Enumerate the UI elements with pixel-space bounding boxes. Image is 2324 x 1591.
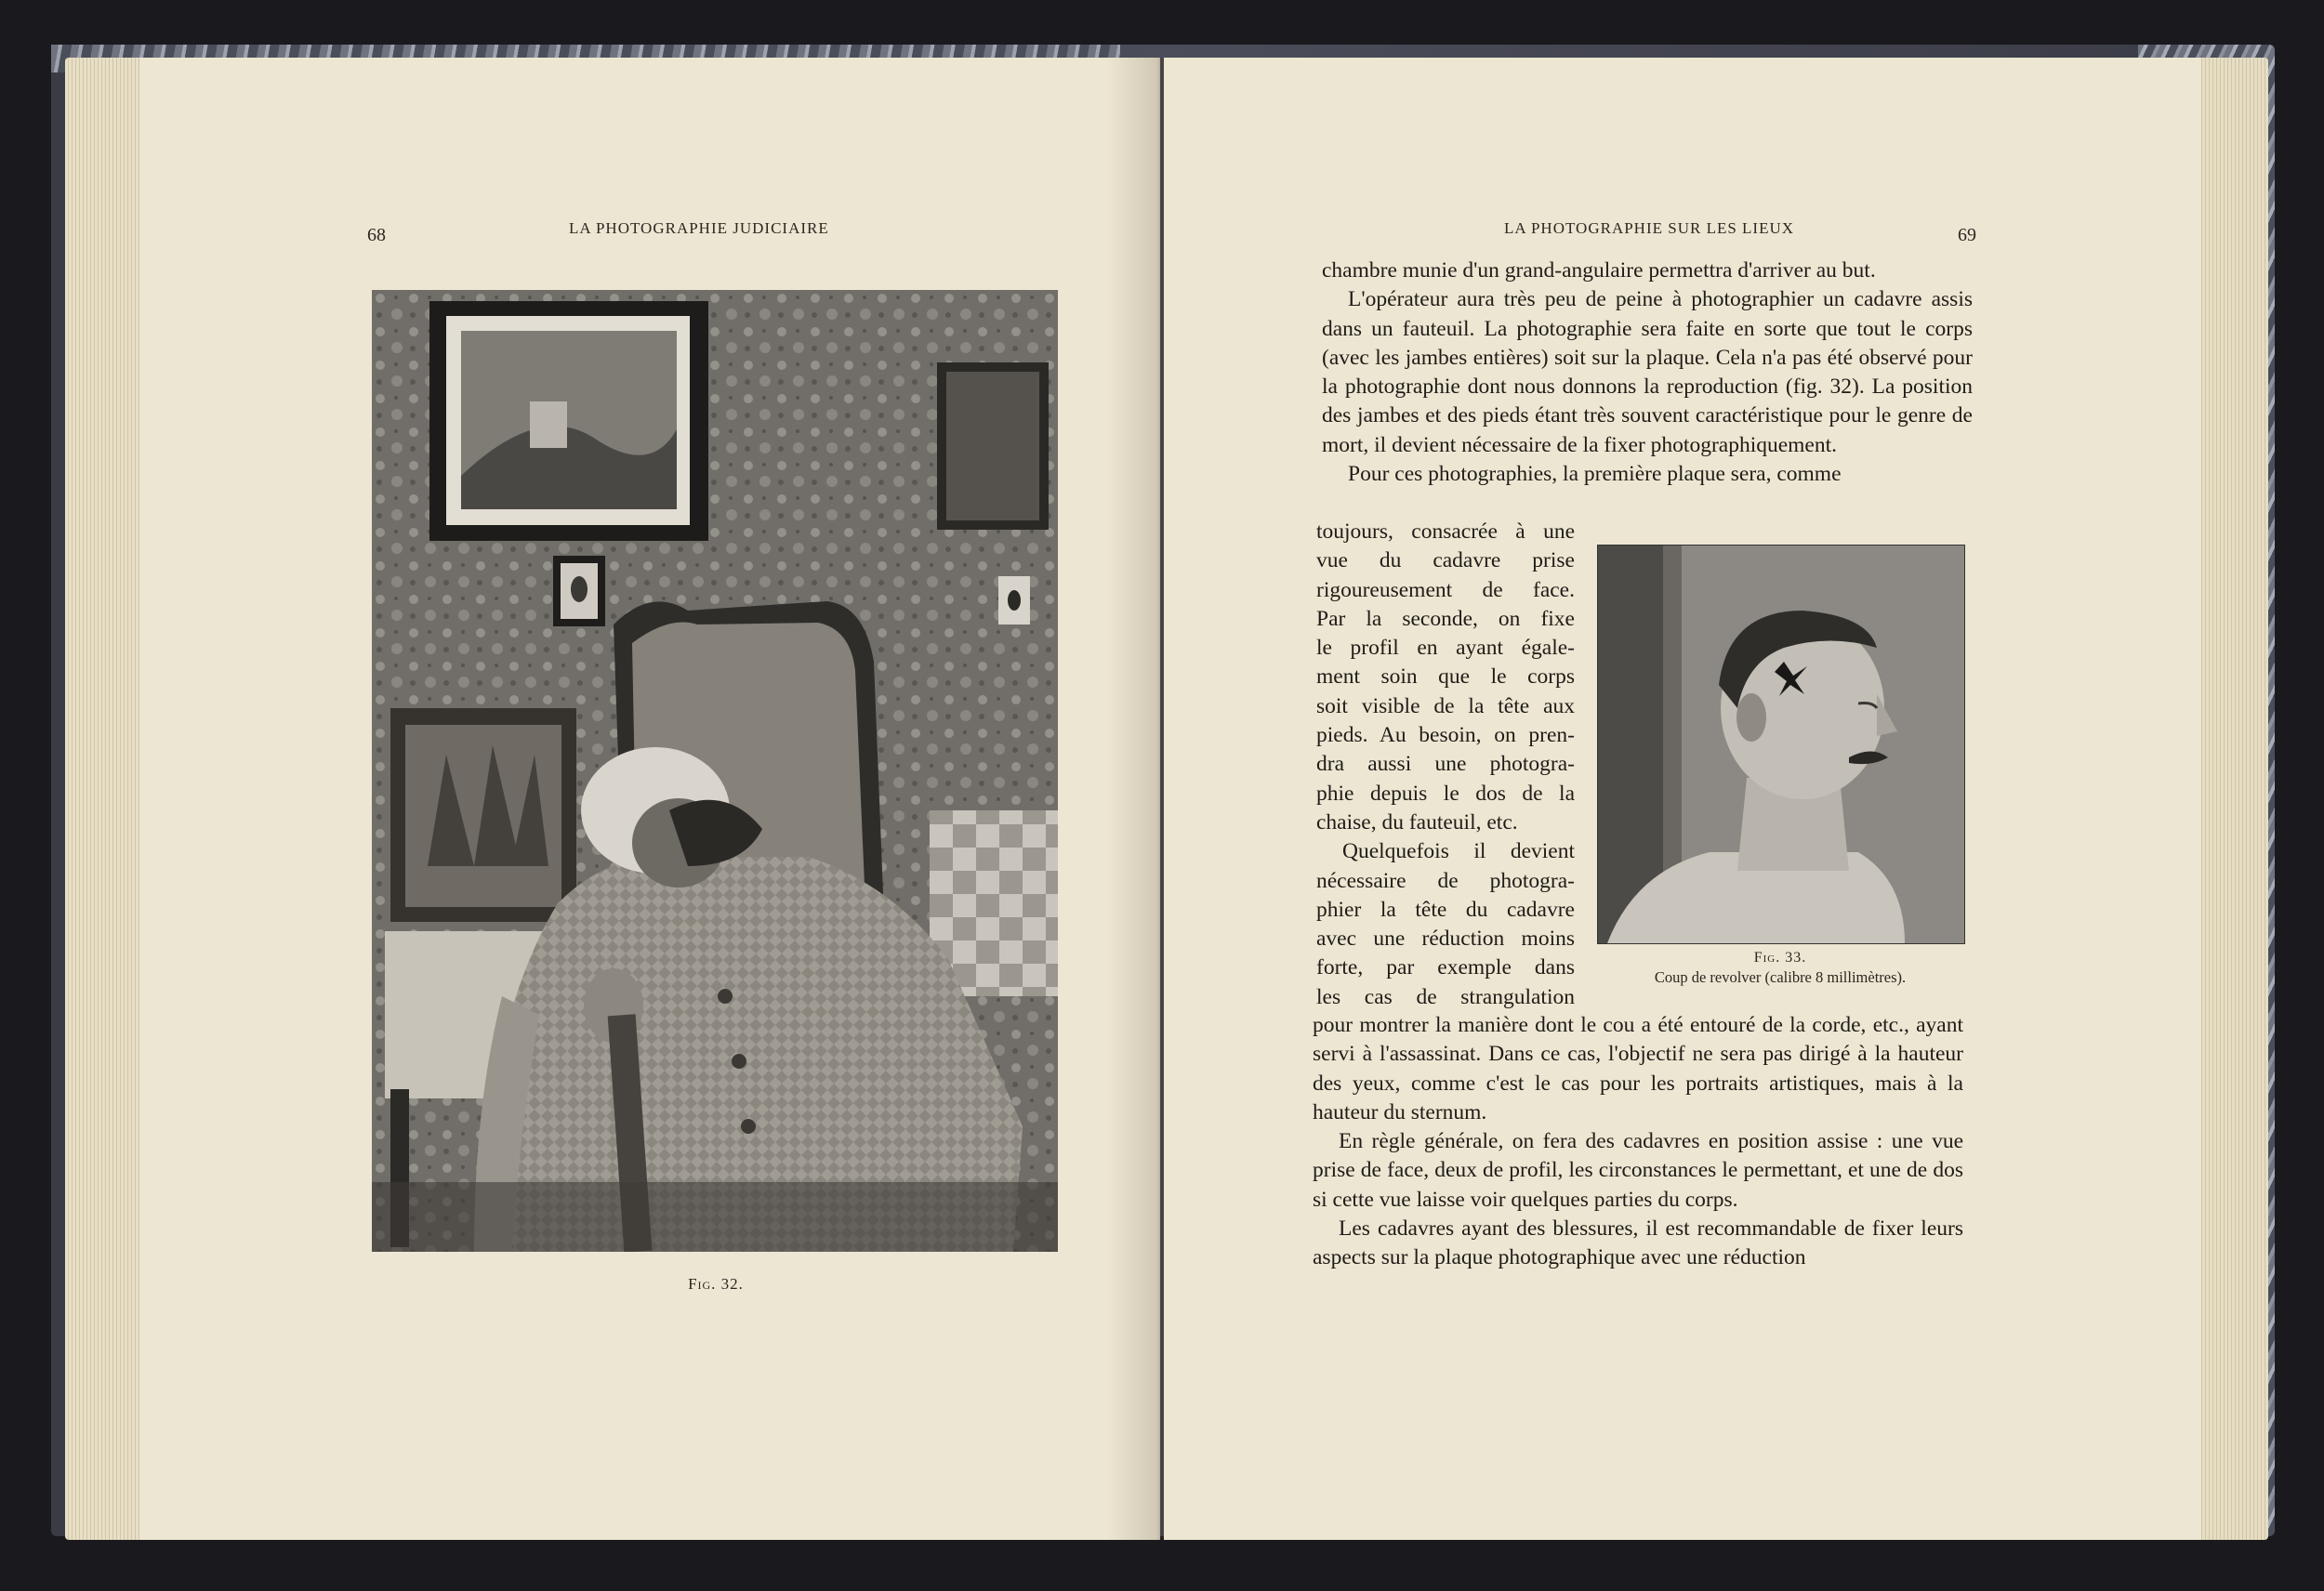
figure-32-photograph [372,290,1058,1252]
figure-32-caption: Fig. 32. [688,1275,744,1293]
text-line: ment soin que le corps [1316,664,1575,690]
paragraph: L'opérateur aura très peu de peine à photographier un cadavre assis dans un fauteuil. La photographie sera faite en sorte que tout le corps (avec les jambes entières) soit sur la plaque. Cela n'a pas été observé pour la photographie dont nous donnons la reproduction (fig. 32). La position des jambes et des pieds étant très souvent caractéristique pour le genre de mort, il devient nécessaire de la fixer photographiquement. [1322,287,1973,457]
text-line: phier la tête du cadavre [1316,897,1575,922]
text-line: le profil en ayant égale- [1316,636,1575,661]
body-text-narrow [1316,518,1575,1012]
text-line: pieds. Au besoin, on pren- [1316,723,1575,748]
body-text-bottom [1313,1011,1963,1273]
paragraph: chambre munie d'un grand-angulaire permettra d'arriver au but. [1322,258,1876,283]
text-line: les cas de strangulation [1316,984,1575,1009]
text-line: avec une réduction moins [1316,927,1575,952]
text-line: phie depuis le dos de la [1316,781,1575,806]
text-line: forte, par exemple dans [1316,955,1575,980]
paragraph: Les cadavres ayant des blessures, il est recommandable de fixer leurs aspects sur la plaque photographique avec une réduction [1313,1216,1963,1270]
figure-33-caption: Coup de revolver (calibre 8 millimètres). [1654,968,1907,986]
paragraph: pour montrer la manière dont le cou a été entouré de la corde, etc., ayant servi à l'assassinat. Dans ce cas, l'objectif ne sera pas dirigé à la hauteur des yeux, comme c'est le cas pour les portraits artistiques, mais à la hauteur du sternum. [1313,1013,1963,1124]
page-edges-right [2194,58,2268,1540]
text-line: soit visible de la tête aux [1316,693,1575,718]
text-line: chaise, du fauteuil, etc. [1316,809,1518,835]
left-page-number: 68 [367,225,386,245]
right-page-number: 69 [1958,225,1976,245]
body-text-top [1322,256,1973,489]
text-line: nécessaire de photogra- [1316,868,1575,893]
text-line: rigoureusement de face. [1316,577,1575,602]
page-edges-left [65,58,147,1540]
figure-33-photograph [1597,545,1965,944]
seated-corpse-photo [372,290,1058,1252]
text-line: Quelquefois il devient [1342,839,1575,864]
left-running-head: LA PHOTOGRAPHIE JUDICIAIRE [569,219,829,237]
gunshot-wound-photo [1598,546,1964,943]
text-line: Par la seconde, on fixe [1316,606,1575,631]
paragraph: En règle générale, on fera des cadavres en position assise : une vue prise de face, deux de profil, les circonstances le permettant, et une de dos si cette vue laisse voir quelques parties du corps. [1313,1129,1963,1212]
text-line: dra aussi une photogra- [1316,752,1575,777]
figure-33-number: Fig. 33. [1753,950,1807,966]
right-running-head: LA PHOTOGRAPHIE SUR LES LIEUX [1504,219,1795,237]
paragraph: Pour ces photographies, la première plaque sera, comme [1348,462,1842,487]
text-line: vue du cadavre prise [1316,548,1575,573]
text-line: toujours, consacrée à une [1316,519,1575,544]
